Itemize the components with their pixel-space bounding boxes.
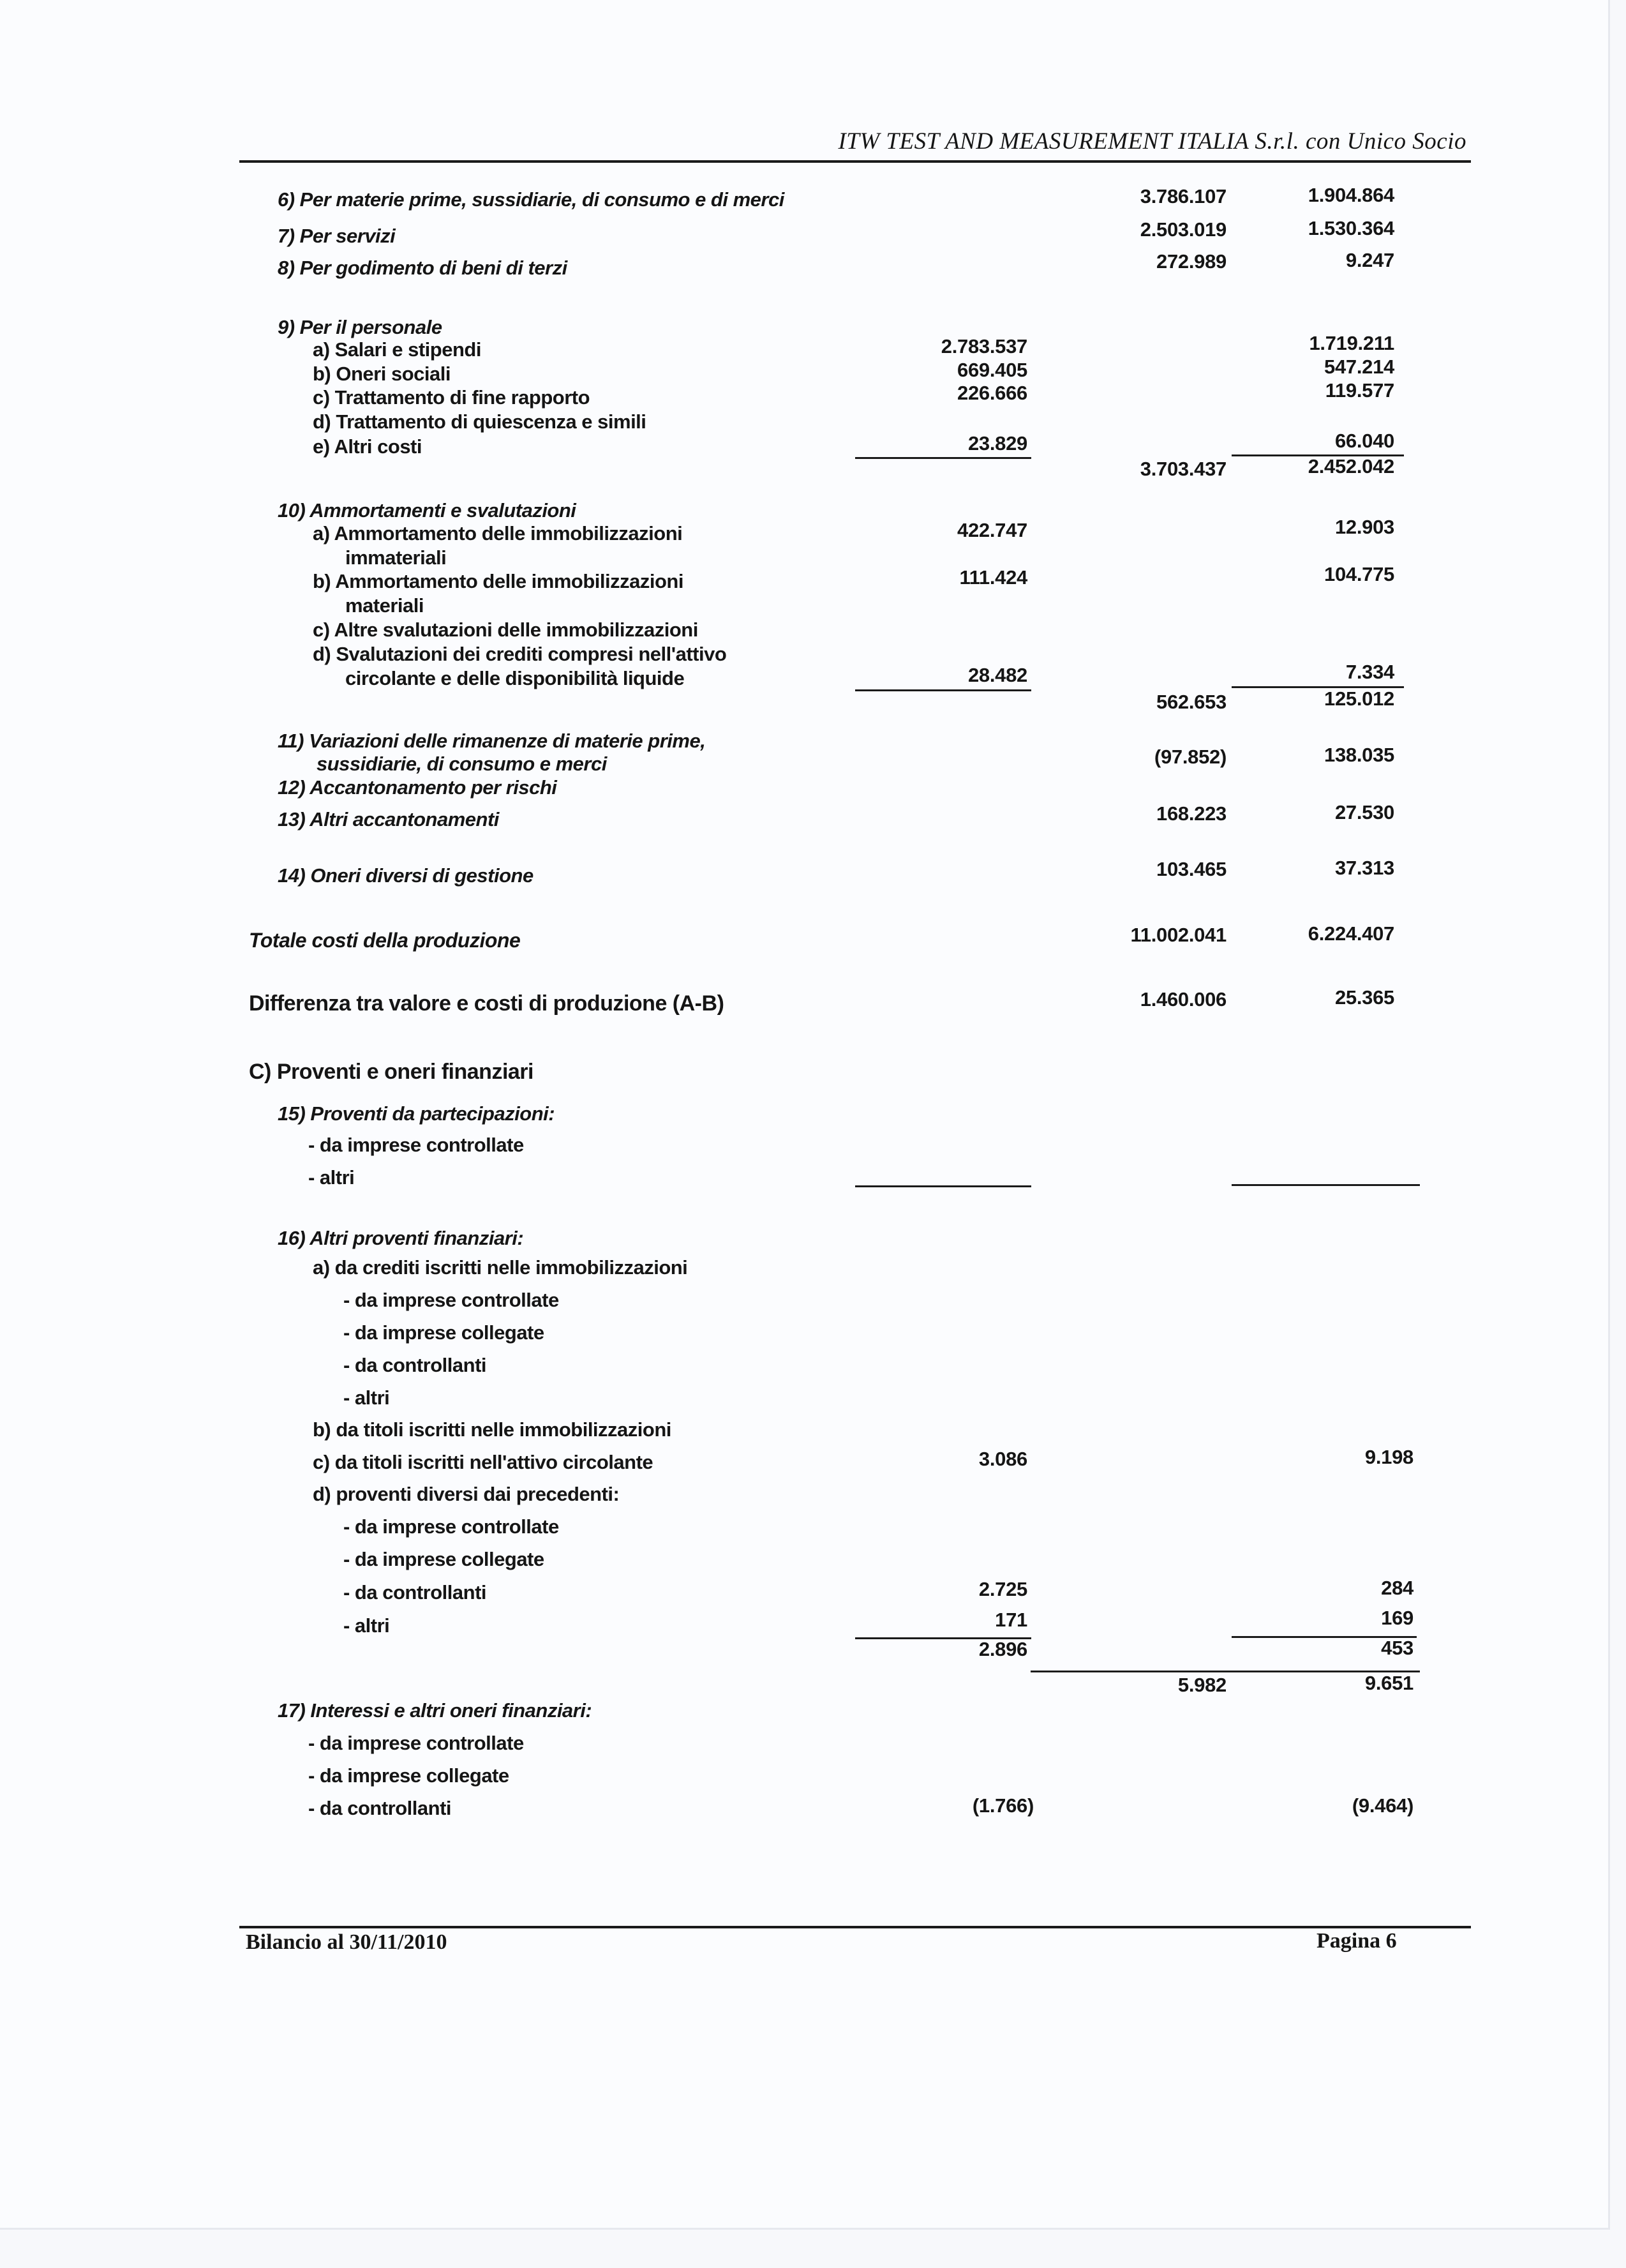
item-11-label-2: sussidiarie, di consumo e merci [317, 753, 607, 775]
item-10-total-c3: 125.012 [1324, 687, 1394, 710]
item-17-controllate: - da imprese controllate [308, 1732, 524, 1754]
item-10d-c3: 7.334 [1345, 661, 1394, 683]
item-16c-c3: 9.198 [1364, 1446, 1413, 1468]
item-14-c3: 37.313 [1334, 857, 1394, 879]
item-9-total-c3: 2.452.042 [1308, 455, 1394, 477]
item-9-total-c2: 3.703.437 [1140, 458, 1227, 480]
item-8-current: 272.989 [1156, 250, 1227, 273]
item-17-controllanti-c1: (1.766) [972, 1794, 1034, 1817]
item-10c-label: c) Altre svalutazioni delle immobilizzazioni [313, 619, 698, 641]
item-7-previous: 1.530.364 [1308, 217, 1394, 239]
item-16a-controllanti: - da controllanti [343, 1354, 486, 1376]
item-9b-label: b) Oneri sociali [313, 363, 451, 385]
item-9a-c3: 1.719.211 [1309, 332, 1394, 354]
item-9e-c1: 23.829 [967, 432, 1027, 454]
item-15-c1-rule [855, 1185, 1031, 1187]
item-16d-label: d) proventi diversi dai precedenti: [313, 1483, 620, 1505]
item-16b-label: b) da titoli iscritti nelle immobilizzazioni [313, 1418, 671, 1441]
header-rule [239, 160, 1471, 163]
item-10b-label-1: b) Ammortamento delle immobilizzazioni [313, 570, 683, 592]
item-9-label: 9) Per il personale [278, 316, 442, 338]
item-16d-collegate: - da imprese collegate [343, 1548, 544, 1570]
item-13-c2: 168.223 [1156, 802, 1227, 825]
item-16-label: 16) Altri proventi finanziari: [278, 1227, 524, 1249]
section-c-title: C) Proventi e oneri finanziari [249, 1060, 533, 1084]
item-10b-c3: 104.775 [1324, 563, 1394, 585]
item-9d-label: d) Trattamento di quiescenza e simili [313, 410, 646, 433]
company-header: ITW TEST AND MEASUREMENT ITALIA S.r.l. con Unico Socio [838, 128, 1466, 154]
item-7-label: 7) Per servizi [278, 225, 396, 247]
item-16d-controllanti-c1: 2.725 [978, 1578, 1027, 1600]
item-10b-label-2: materiali [345, 594, 424, 617]
item-9b-c3: 547.214 [1324, 356, 1394, 378]
item-9a-c1: 2.783.537 [941, 335, 1027, 357]
item-9c-c1: 226.666 [957, 382, 1027, 404]
differenza-c2: 1.460.006 [1140, 988, 1227, 1010]
item-10-c1-rule [855, 689, 1031, 691]
item-16d-altri-c1: 171 [995, 1609, 1027, 1631]
item-10a-label-2: immateriali [345, 546, 447, 569]
item-10a-label-1: a) Ammortamento delle immobilizzazioni [313, 522, 683, 544]
item-17-label: 17) Interessi e altri oneri finanziari: [278, 1699, 592, 1722]
differenza-c3: 25.365 [1334, 986, 1394, 1009]
item-12-label: 12) Accantonamento per rischi [278, 776, 557, 799]
item-7-current: 2.503.019 [1140, 218, 1227, 241]
item-8-previous: 9.247 [1345, 249, 1394, 271]
item-16d-controllanti: - da controllanti [343, 1581, 486, 1603]
item-16d-altri-c3: 169 [1381, 1607, 1413, 1629]
item-17-collegate: - da imprese collegate [308, 1764, 509, 1787]
item-10-total-c2: 562.653 [1156, 691, 1227, 713]
item-16-sub-c1: 2.896 [978, 1638, 1027, 1660]
item-16c-c1: 3.086 [978, 1448, 1027, 1470]
item-10d-label-1: d) Svalutazioni dei crediti compresi nell'attivo [313, 643, 727, 665]
item-16a-controllate: - da imprese controllate [343, 1289, 559, 1311]
differenza-label: Differenza tra valore e costi di produzione (A-B) [249, 991, 724, 1016]
totale-costi-c3: 6.224.407 [1308, 922, 1394, 945]
footer-date: Bilancio al 30/11/2010 [246, 1930, 447, 1954]
item-9e-label: e) Altri costi [313, 435, 422, 458]
item-16d-altri: - altri [343, 1614, 390, 1637]
item-11-label-1: 11) Variazioni delle rimanenze di materie prime, [278, 730, 706, 752]
item-16-sub-c3: 453 [1381, 1637, 1413, 1659]
item-16-total-c2: 5.982 [1177, 1674, 1227, 1696]
item-10-label: 10) Ammortamenti e svalutazioni [278, 499, 576, 522]
item-15-c3-rule [1232, 1184, 1420, 1186]
item-9c-label: c) Trattamento di fine rapporto [313, 386, 590, 409]
item-15-altri: - altri [308, 1166, 355, 1189]
item-9-c1-rule [855, 457, 1031, 459]
item-16d-controllanti-c3: 284 [1381, 1577, 1413, 1599]
item-16a-altri: - altri [343, 1386, 390, 1409]
footer-rule [239, 1926, 1471, 1928]
item-11-c3: 138.035 [1324, 744, 1394, 766]
item-10d-label-2: circolante e delle disponibilità liquide [345, 667, 685, 689]
item-16d-controllate: - da imprese controllate [343, 1515, 559, 1538]
item-13-label: 13) Altri accantonamenti [278, 808, 499, 830]
item-13-c3: 27.530 [1334, 801, 1394, 823]
item-8-label: 8) Per godimento di beni di terzi [278, 257, 567, 279]
item-16-total-c3: 9.651 [1364, 1672, 1413, 1694]
item-10a-c1: 422.747 [957, 519, 1027, 541]
item-6-label: 6) Per materie prime, sussidiarie, di consumo e di merci [278, 188, 784, 211]
item-16c-label: c) da titoli iscritti nell'attivo circolante [313, 1451, 653, 1473]
item-10d-c1: 28.482 [967, 664, 1027, 686]
item-16a-label: a) da crediti iscritti nelle immobilizzazioni [313, 1256, 688, 1279]
totale-costi-label: Totale costi della produzione [249, 929, 521, 952]
item-9c-c3: 119.577 [1325, 379, 1394, 402]
item-10a-c3: 12.903 [1334, 516, 1394, 538]
item-15-imprese: - da imprese controllate [308, 1134, 524, 1156]
item-10b-c1: 111.424 [959, 566, 1027, 589]
item-11-c2: (97.852) [1154, 746, 1227, 768]
item-14-label: 14) Oneri diversi di gestione [278, 864, 533, 887]
item-16a-collegate: - da imprese collegate [343, 1321, 544, 1344]
item-17-controllanti-c3: (9.464) [1352, 1794, 1413, 1817]
totale-costi-c2: 11.002.041 [1130, 924, 1227, 946]
item-15-label: 15) Proventi da partecipazioni: [278, 1102, 555, 1125]
item-9a-label: a) Salari e stipendi [313, 338, 481, 361]
item-6-previous: 1.904.864 [1308, 184, 1394, 206]
item-9b-c1: 669.405 [957, 359, 1027, 381]
item-14-c2: 103.465 [1156, 858, 1227, 880]
item-9e-c3: 66.040 [1334, 430, 1394, 452]
item-17-controllanti: - da controllanti [308, 1797, 451, 1819]
item-6-current: 3.786.107 [1140, 185, 1227, 207]
footer-page: Pagina 6 [1316, 1929, 1397, 1953]
